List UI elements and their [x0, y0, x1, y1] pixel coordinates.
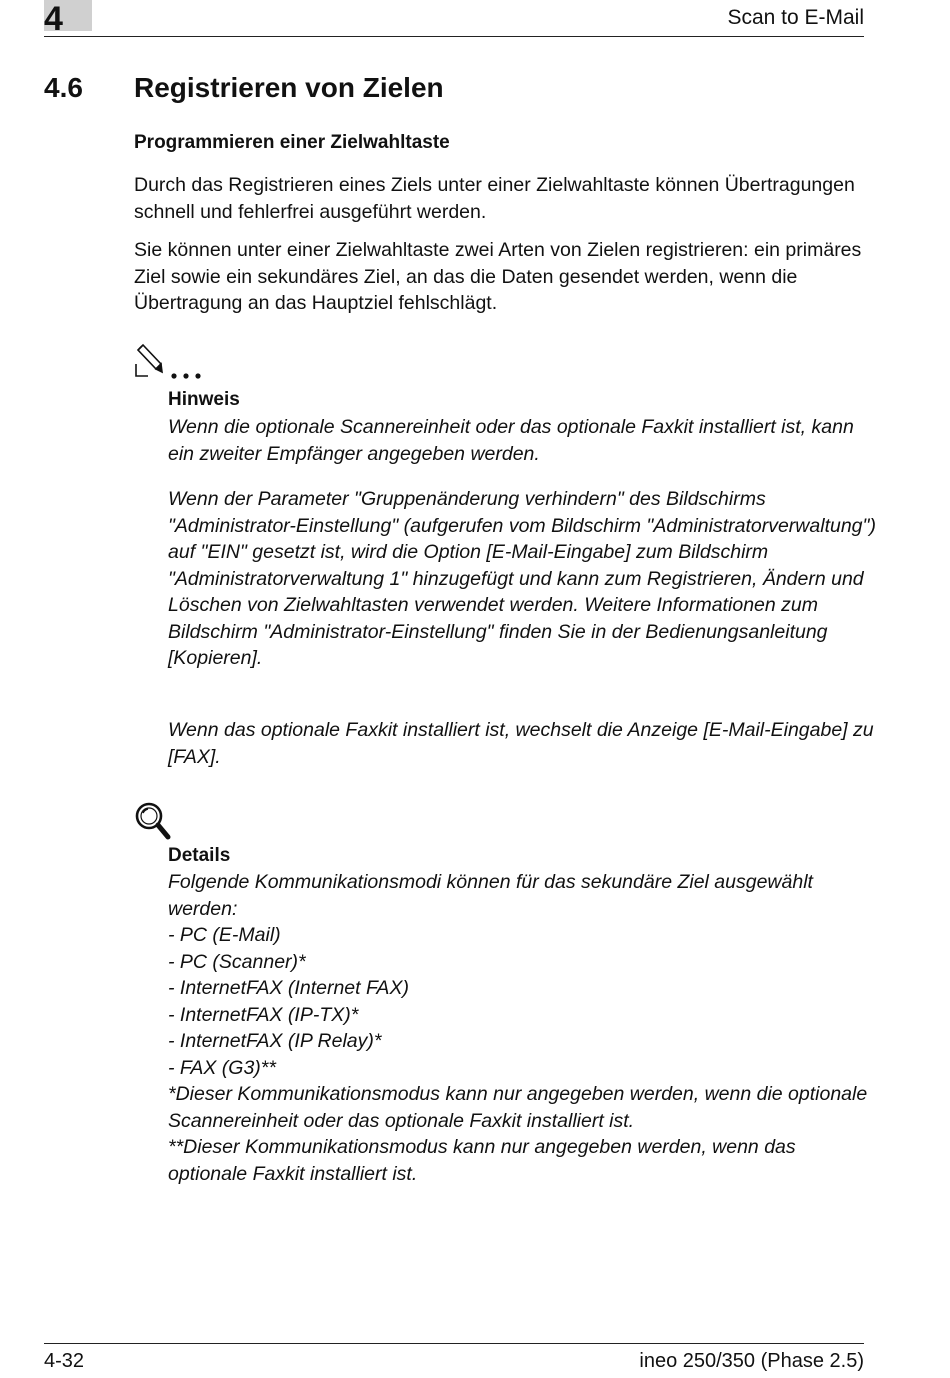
- list-item: - InternetFAX (Internet FAX): [168, 977, 409, 999]
- footnote: **Dieser Kommunikationsmodus kann nur angegeben werden, wenn das optionale Faxkit installiert ist.: [168, 1136, 796, 1185]
- section-title: Registrieren von Zielen: [134, 72, 444, 103]
- chapter-number: 4: [44, 0, 63, 38]
- header-rule: [44, 36, 864, 37]
- details-intro: Folgende Kommunikationsmodi können für das sekundäre Ziel ausgewählt werden:: [168, 871, 813, 920]
- list-item: - InternetFAX (IP Relay)*: [168, 1030, 382, 1052]
- list-item: - FAX (G3)**: [168, 1056, 276, 1079]
- footnote: *Dieser Kommunikationsmodus kann nur angegeben werden, wenn die optionale Scannereinheit oder das optionale Faxkit installiert ist.: [168, 1083, 868, 1132]
- note-paragraph: Wenn der Parameter "Gruppenänderung verhindern" des Bildschirms "Administrator-Einstellung" (aufgerufen vom Bildschirm "Administratorverwaltung") auf "EIN" gesetzt ist, wird die Option [E-Mail-Eingabe] zum Bildschirm "Administratorverwaltung 1" hinzugefügt und kann zum Registrieren, Ändern und Löschen von Zielwahltasten verwendet werden. Weitere Informationen zum Bildschirm "Administrator-Einstellung" finden Sie in der Bedienungsanleitung [Kopieren].: [168, 488, 876, 669]
- list-item: - PC (Scanner)*: [168, 950, 306, 973]
- note-paragraph: Wenn das optionale Faxkit installiert ist, wechselt die Anzeige [E-Mail-Eingabe] zu [FAX].: [168, 719, 874, 768]
- details-label: Details: [168, 845, 231, 866]
- section-number: 4.6: [44, 72, 83, 103]
- paragraph: Durch das Registrieren eines Ziels unter einer Zielwahltaste können Übertragungen schnell und fehlerfrei ausgeführt werden.: [134, 174, 855, 223]
- pencil-note-icon: [134, 342, 206, 382]
- subheading: Programmieren einer Zielwahltaste: [134, 132, 450, 153]
- paragraph: Sie können unter einer Zielwahltaste zwei Arten von Zielen registrieren: ein primäres Ziel sowie ein sekundäres Ziel, an das die Daten gesendet werden, wenn die Übertragung an das Hauptziel fehlschlägt.: [134, 239, 862, 314]
- list-item: - InternetFAX (IP-TX)*: [168, 1003, 359, 1026]
- note-paragraph: Wenn die optionale Scannereinheit oder das optionale Faxkit installiert ist, kann ein zweiter Empfänger angegeben werden.: [168, 416, 854, 465]
- page-number: 4-32: [44, 1350, 85, 1372]
- product-name: ineo 250/350 (Phase 2.5): [639, 1350, 864, 1372]
- footer-rule: [44, 1343, 864, 1344]
- magnifier-icon: [134, 801, 172, 841]
- running-header-title: Scan to E-Mail: [727, 6, 864, 29]
- details-body: [168, 869, 878, 1187]
- note-label: Hinweis: [168, 389, 240, 410]
- list-item: - PC (E-Mail): [168, 924, 281, 946]
